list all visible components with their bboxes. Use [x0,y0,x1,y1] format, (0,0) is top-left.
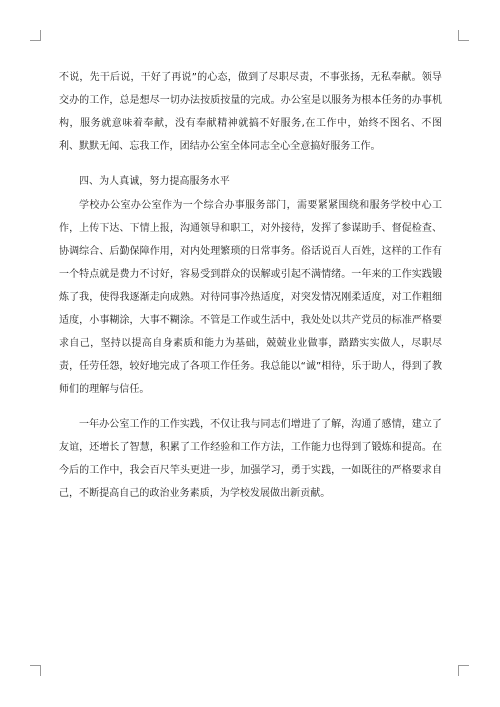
body-paragraph: 学校办公室办公室作为一个综合办事服务部门，需要紧紧围绕和服务学校中心工作，上传下达、下情上报，沟通领导和职工，对外接待，发挥了参谋助手、督促检查、协调综合、后勤保障作用，对内处理繁琐的日常事务。俗话说百人百姓，这样的工作有一个特点就是费力不讨好，容易受到群众的误解或引起不满情绪。一年来的工作实践锻炼了我，使得我逐渐走向成熟。对待同事冷热适度，对突发情况刚柔适度，对工作粗细适度，小事糊涂，大事不糊涂。不管是工作或生活中，我处处以共产党员的标准严格要求自己，坚持以提高自身素质和能力为基础，兢兢业业做事，踏踏实实做人，尽职尽责，任劳任怨，较好地完成了各项工作任务。我总能以“诚”相待，乐于助人，得到了教师们的理解与信任。 [59,200,442,395]
section-heading: 四、为人真诚，努力提高服务水平 [79,176,230,187]
crop-mark-bottom-right [458,665,469,676]
crop-mark-top-left [30,30,41,41]
crop-mark-top-right [458,30,469,41]
body-paragraph: 一年办公室工作的工作实践，不仅让我与同志们增进了了解，沟通了感情，建立了友谊，还增长了智慧，积累了工作经验和工作方法，工作能力也得到了锻炼和提高。在今后的工作中，我会百尺竿头更进一步，加强学习，勇于实践，一如既往的严格要求自己，不断提高自己的政治业务素质，为学校发展做出新贡献。 [59,419,442,499]
crop-mark-bottom-left [30,665,41,676]
body-paragraph: 不说，先干后说，干好了再说”的心态，做到了尽职尽责，不事张扬，无私奉献。领导交办的工作，总是想尽一切办法按质按量的完成。办公室是以服务为根本任务的办事机构，服务就意味着奉献，没有奉献精神就搞不好服务,在工作中，始终不图名、不图利、默默无闻、忘我工作，团结办公室全体同志全心全意搞好服务工作。 [59,72,442,152]
document-body [59,66,442,520]
